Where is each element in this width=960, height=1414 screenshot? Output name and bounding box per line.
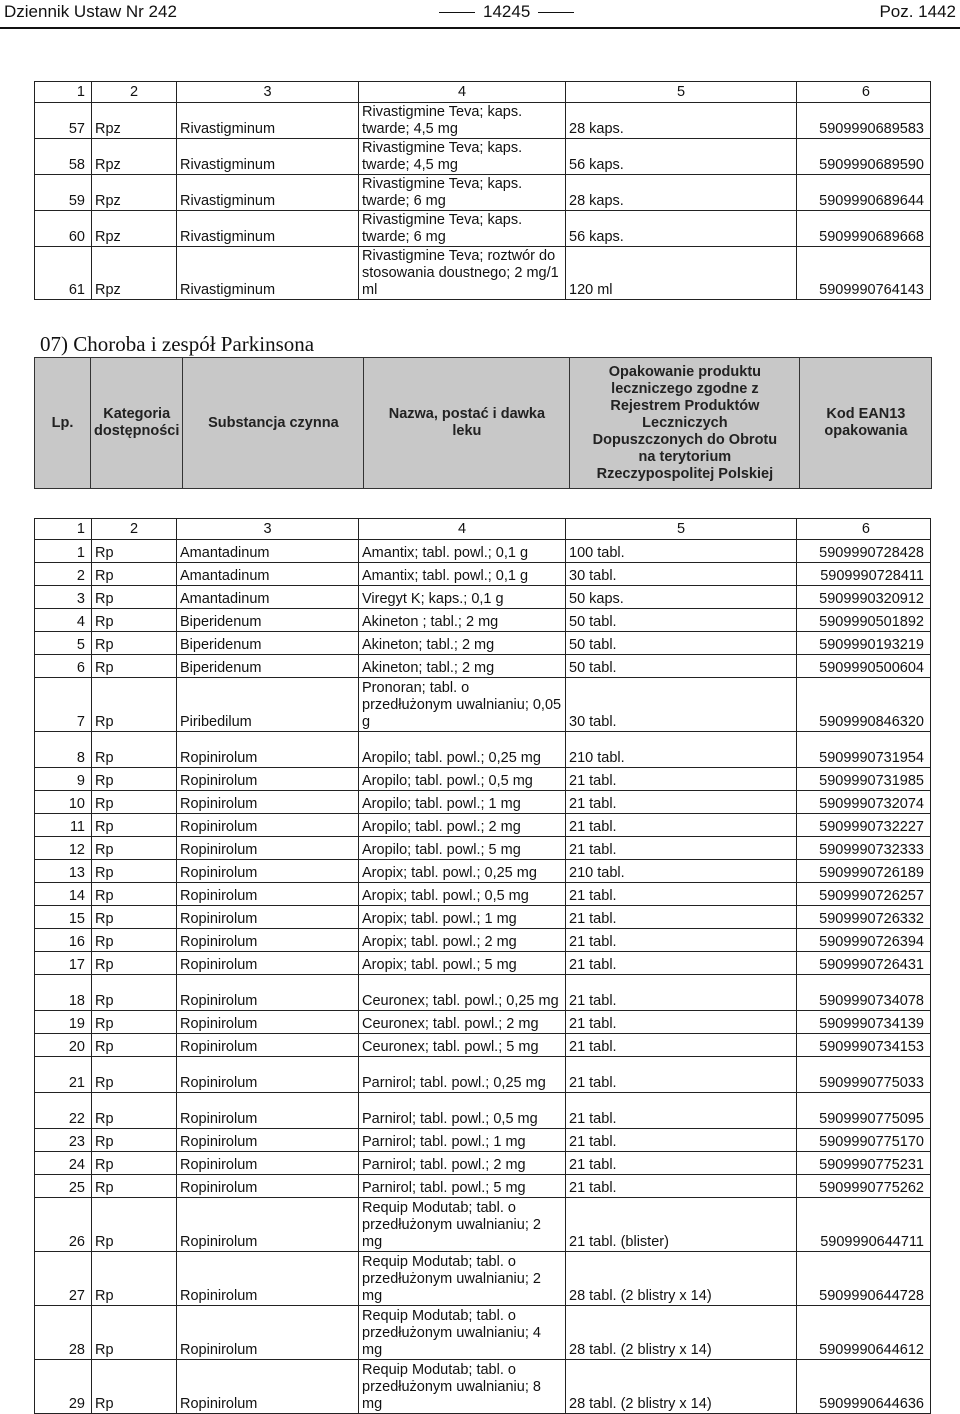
lp-cell: 26 [35, 1198, 92, 1252]
lp-cell: 20 [35, 1034, 92, 1057]
category-cell: Rp [92, 952, 177, 975]
package-cell: 21 tabl. [566, 929, 797, 952]
package-cell: 21 tabl. [566, 883, 797, 906]
table-row [35, 1175, 931, 1198]
header-nazwa: Nazwa, postać i dawka leku [364, 358, 570, 489]
category-cell: Rp [92, 678, 177, 732]
name-cell: Aropix; tabl. powl.; 0,5 mg [359, 883, 566, 906]
column-number: 1 [35, 519, 92, 540]
package-cell: 120 ml [566, 247, 797, 300]
ean-cell: 5909990732227 [797, 814, 931, 837]
substance-cell: Ropinirolum [177, 791, 359, 814]
lp-cell: 57 [35, 103, 92, 139]
table-row [35, 1306, 931, 1360]
substance-cell: Ropinirolum [177, 1011, 359, 1034]
lp-cell: 58 [35, 139, 92, 175]
column-number: 1 [35, 82, 92, 103]
table-row [35, 952, 931, 975]
table-row [35, 768, 931, 791]
ean-cell: 5909990726394 [797, 929, 931, 952]
lp-cell: 8 [35, 732, 92, 768]
name-cell: Parnirol; tabl. powl.; 1 mg [359, 1129, 566, 1152]
table-row [35, 247, 931, 300]
package-cell: 50 tabl. [566, 609, 797, 632]
substance-cell: Ropinirolum [177, 952, 359, 975]
substance-cell: Biperidenum [177, 655, 359, 678]
table-row [35, 1093, 931, 1129]
table-row [35, 1129, 931, 1152]
table-row [35, 929, 931, 952]
lp-cell: 28 [35, 1306, 92, 1360]
lp-cell: 3 [35, 586, 92, 609]
name-cell: Requip Modutab; tabl. o przedłużonym uwalnianiu; 4 mg [359, 1306, 566, 1360]
package-cell: 28 tabl. (2 blistry x 14) [566, 1306, 797, 1360]
package-cell: 21 tabl. [566, 837, 797, 860]
ean-cell: 5909990689590 [797, 139, 931, 175]
table-row [35, 1360, 931, 1414]
name-cell: Rivastigmine Teva; roztwór do stosowania doustnego; 2 mg/1 ml [359, 247, 566, 300]
ean-cell: 5909990775095 [797, 1093, 931, 1129]
package-cell: 21 tabl. [566, 1175, 797, 1198]
name-cell: Aropilo; tabl. powl.; 1 mg [359, 791, 566, 814]
ean-cell: 5909990775033 [797, 1057, 931, 1093]
table-row [35, 883, 931, 906]
name-cell: Rivastigmine Teva; kaps. twarde; 4,5 mg [359, 139, 566, 175]
package-cell: 21 tabl. [566, 1152, 797, 1175]
name-cell: Aropix; tabl. powl.; 0,25 mg [359, 860, 566, 883]
substance-cell: Rivastigminum [177, 139, 359, 175]
column-header-row [35, 358, 932, 489]
ean-cell: 5909990775262 [797, 1175, 931, 1198]
substance-cell: Biperidenum [177, 609, 359, 632]
lp-cell: 60 [35, 211, 92, 247]
category-cell: Rp [92, 975, 177, 1011]
table-row [35, 1252, 931, 1306]
name-cell: Parnirol; tabl. powl.; 5 mg [359, 1175, 566, 1198]
lp-cell: 59 [35, 175, 92, 211]
category-cell: Rp [92, 1129, 177, 1152]
ean-cell: 5909990734078 [797, 975, 931, 1011]
substance-cell: Ropinirolum [177, 814, 359, 837]
package-cell: 21 tabl. [566, 952, 797, 975]
category-cell: Rpz [92, 175, 177, 211]
lp-cell: 1 [35, 540, 92, 563]
ean-cell: 5909990731954 [797, 732, 931, 768]
lp-cell: 11 [35, 814, 92, 837]
package-cell: 21 tabl. [566, 814, 797, 837]
substance-cell: Ropinirolum [177, 1306, 359, 1360]
lp-cell: 22 [35, 1093, 92, 1129]
column-number: 6 [797, 519, 931, 540]
lp-cell: 19 [35, 1011, 92, 1034]
category-cell: Rp [92, 791, 177, 814]
table-row [35, 540, 931, 563]
package-cell: 50 kaps. [566, 586, 797, 609]
package-cell: 30 tabl. [566, 563, 797, 586]
table-row [35, 139, 931, 175]
category-cell: Rp [92, 860, 177, 883]
package-cell: 21 tabl. (blister) [566, 1198, 797, 1252]
lp-cell: 29 [35, 1360, 92, 1414]
substance-cell: Ropinirolum [177, 1093, 359, 1129]
category-cell: Rp [92, 540, 177, 563]
name-cell: Akineton ; tabl.; 2 mg [359, 609, 566, 632]
ean-cell: 5909990732333 [797, 837, 931, 860]
ean-cell: 5909990500604 [797, 655, 931, 678]
lp-cell: 12 [35, 837, 92, 860]
category-cell: Rp [92, 1093, 177, 1129]
table-row [35, 211, 931, 247]
name-cell: Amantix; tabl. powl.; 0,1 g [359, 540, 566, 563]
table-row [35, 1152, 931, 1175]
category-cell: Rp [92, 632, 177, 655]
substance-cell: Ropinirolum [177, 1129, 359, 1152]
name-cell: Pronoran; tabl. o przedłużonym uwalnianiu; 0,05 g [359, 678, 566, 732]
column-number: 3 [177, 82, 359, 103]
name-cell: Parnirol; tabl. powl.; 0,25 mg [359, 1057, 566, 1093]
category-cell: Rp [92, 563, 177, 586]
package-cell: 28 kaps. [566, 103, 797, 139]
category-cell: Rp [92, 609, 177, 632]
table-row [35, 632, 931, 655]
package-cell: 21 tabl. [566, 768, 797, 791]
name-cell: Viregyt K; kaps.; 0,1 g [359, 586, 566, 609]
page-header [0, 0, 960, 26]
package-cell: 210 tabl. [566, 860, 797, 883]
name-cell: Akineton; tabl.; 2 mg [359, 632, 566, 655]
header-opakowanie: Opakowanie produktu leczniczego zgodne z Rejestrem Produktów Leczniczych Dopuszczonych do Obrotu na terytorium Rzeczypospolitej Polskiej [570, 358, 800, 489]
substance-cell: Ropinirolum [177, 883, 359, 906]
ean-cell: 5909990846320 [797, 678, 931, 732]
package-cell: 30 tabl. [566, 678, 797, 732]
name-cell: Ceuronex; tabl. powl.; 5 mg [359, 1034, 566, 1057]
category-cell: Rp [92, 1152, 177, 1175]
ean-cell: 5909990732074 [797, 791, 931, 814]
package-cell: 21 tabl. [566, 791, 797, 814]
name-cell: Aropix; tabl. powl.; 1 mg [359, 906, 566, 929]
category-cell: Rp [92, 1011, 177, 1034]
substance-cell: Ropinirolum [177, 929, 359, 952]
substance-cell: Biperidenum [177, 632, 359, 655]
name-cell: Requip Modutab; tabl. o przedłużonym uwalnianiu; 2 mg [359, 1198, 566, 1252]
category-cell: Rp [92, 1057, 177, 1093]
column-number-row [35, 82, 931, 103]
category-cell: Rp [92, 1360, 177, 1414]
ean-cell: 5909990764143 [797, 247, 931, 300]
substance-cell: Ropinirolum [177, 768, 359, 791]
table-row [35, 860, 931, 883]
column-number: 5 [566, 82, 797, 103]
package-cell: 210 tabl. [566, 732, 797, 768]
lp-cell: 16 [35, 929, 92, 952]
lp-cell: 61 [35, 247, 92, 300]
package-cell: 21 tabl. [566, 975, 797, 1011]
category-cell: Rp [92, 1306, 177, 1360]
table-row [35, 814, 931, 837]
ean-cell: 5909990320912 [797, 586, 931, 609]
lp-cell: 18 [35, 975, 92, 1011]
page-number [431, 2, 582, 22]
table-row [35, 1011, 931, 1034]
name-cell: Amantix; tabl. powl.; 0,1 g [359, 563, 566, 586]
column-number: 5 [566, 519, 797, 540]
name-cell: Aropilo; tabl. powl.; 5 mg [359, 837, 566, 860]
package-cell: 50 tabl. [566, 632, 797, 655]
package-cell: 28 tabl. (2 blistry x 14) [566, 1360, 797, 1414]
table-row [35, 563, 931, 586]
package-cell: 50 tabl. [566, 655, 797, 678]
substance-cell: Ropinirolum [177, 1252, 359, 1306]
category-cell: Rpz [92, 211, 177, 247]
ean-cell: 5909990726332 [797, 906, 931, 929]
name-cell: Akineton; tabl.; 2 mg [359, 655, 566, 678]
table-row [35, 1034, 931, 1057]
column-number: 4 [359, 82, 566, 103]
header-ean: Kod EAN13 opakowania [800, 358, 932, 489]
table-row [35, 586, 931, 609]
name-cell: Parnirol; tabl. powl.; 2 mg [359, 1152, 566, 1175]
lp-cell: 17 [35, 952, 92, 975]
lp-cell: 4 [35, 609, 92, 632]
parkinson-table [34, 518, 931, 1414]
table-row [35, 678, 931, 732]
substance-cell: Amantadinum [177, 540, 359, 563]
package-cell: 21 tabl. [566, 906, 797, 929]
journal-title: Dziennik Ustaw Nr 242 [4, 2, 177, 21]
column-number: 6 [797, 82, 931, 103]
package-cell: 21 tabl. [566, 1057, 797, 1093]
column-header-table [34, 357, 932, 489]
category-cell: Rp [92, 1034, 177, 1057]
package-cell: 56 kaps. [566, 211, 797, 247]
category-cell: Rp [92, 655, 177, 678]
name-cell: Aropilo; tabl. powl.; 2 mg [359, 814, 566, 837]
ean-cell: 5909990734153 [797, 1034, 931, 1057]
ean-cell: 5909990689583 [797, 103, 931, 139]
table-row [35, 103, 931, 139]
ean-cell: 5909990734139 [797, 1011, 931, 1034]
substance-cell: Ropinirolum [177, 1034, 359, 1057]
lp-cell: 25 [35, 1175, 92, 1198]
section-title: 07) Choroba i zespół Parkinsona [40, 332, 315, 356]
table-row [35, 609, 931, 632]
substance-cell: Ropinirolum [177, 1152, 359, 1175]
ean-cell: 5909990644711 [797, 1198, 931, 1252]
substance-cell: Ropinirolum [177, 837, 359, 860]
lp-cell: 2 [35, 563, 92, 586]
ean-cell: 5909990775170 [797, 1129, 931, 1152]
name-cell: Aropilo; tabl. powl.; 0,5 mg [359, 768, 566, 791]
package-cell: 21 tabl. [566, 1093, 797, 1129]
column-number: 4 [359, 519, 566, 540]
rivastigmine-table [34, 81, 931, 300]
substance-cell: Amantadinum [177, 586, 359, 609]
ean-cell: 5909990728411 [797, 563, 931, 586]
category-cell: Rp [92, 768, 177, 791]
substance-cell: Rivastigminum [177, 211, 359, 247]
category-cell: Rp [92, 929, 177, 952]
package-cell: 56 kaps. [566, 139, 797, 175]
substance-cell: Piribedilum [177, 678, 359, 732]
substance-cell: Ropinirolum [177, 1360, 359, 1414]
table-row [35, 791, 931, 814]
category-cell: Rp [92, 732, 177, 768]
substance-cell: Rivastigminum [177, 247, 359, 300]
name-cell: Ceuronex; tabl. powl.; 0,25 mg [359, 975, 566, 1011]
package-cell: 21 tabl. [566, 1011, 797, 1034]
column-number: 2 [92, 519, 177, 540]
ean-cell: 5909990644636 [797, 1360, 931, 1414]
lp-cell: 14 [35, 883, 92, 906]
ean-cell: 5909990726431 [797, 952, 931, 975]
ean-cell: 5909990728428 [797, 540, 931, 563]
ean-cell: 5909990775231 [797, 1152, 931, 1175]
table-row [35, 975, 931, 1011]
category-cell: Rp [92, 586, 177, 609]
lp-cell: 6 [35, 655, 92, 678]
package-cell: 100 tabl. [566, 540, 797, 563]
header-substancja: Substancja czynna [183, 358, 364, 489]
substance-cell: Ropinirolum [177, 732, 359, 768]
lp-cell: 5 [35, 632, 92, 655]
table-row [35, 655, 931, 678]
table-row [35, 732, 931, 768]
column-number: 3 [177, 519, 359, 540]
name-cell: Requip Modutab; tabl. o przedłużonym uwalnianiu; 2 mg [359, 1252, 566, 1306]
name-cell: Aropix; tabl. powl.; 2 mg [359, 929, 566, 952]
name-cell: Requip Modutab; tabl. o przedłużonym uwalnianiu; 8 mg [359, 1360, 566, 1414]
package-cell: 21 tabl. [566, 1034, 797, 1057]
ean-cell: 5909990501892 [797, 609, 931, 632]
substance-cell: Ropinirolum [177, 1198, 359, 1252]
category-cell: Rp [92, 906, 177, 929]
lp-cell: 13 [35, 860, 92, 883]
package-cell: 28 tabl. (2 blistry x 14) [566, 1252, 797, 1306]
lp-cell: 9 [35, 768, 92, 791]
table-row [35, 837, 931, 860]
lp-cell: 24 [35, 1152, 92, 1175]
substance-cell: Ropinirolum [177, 860, 359, 883]
substance-cell: Amantadinum [177, 563, 359, 586]
category-cell: Rp [92, 814, 177, 837]
column-number: 2 [92, 82, 177, 103]
substance-cell: Ropinirolum [177, 1057, 359, 1093]
ean-cell: 5909990193219 [797, 632, 931, 655]
name-cell: Aropix; tabl. powl.; 5 mg [359, 952, 566, 975]
lp-cell: 23 [35, 1129, 92, 1152]
column-number-row [35, 519, 931, 540]
table-row [35, 906, 931, 929]
ean-cell: 5909990726189 [797, 860, 931, 883]
ean-cell: 5909990644728 [797, 1252, 931, 1306]
name-cell: Parnirol; tabl. powl.; 0,5 mg [359, 1093, 566, 1129]
category-cell: Rp [92, 1198, 177, 1252]
category-cell: Rp [92, 883, 177, 906]
ean-cell: 5909990689668 [797, 211, 931, 247]
substance-cell: Ropinirolum [177, 1175, 359, 1198]
category-cell: Rpz [92, 139, 177, 175]
table-row [35, 1198, 931, 1252]
package-cell: 28 kaps. [566, 175, 797, 211]
category-cell: Rpz [92, 247, 177, 300]
substance-cell: Rivastigminum [177, 175, 359, 211]
category-cell: Rpz [92, 103, 177, 139]
substance-cell: Ropinirolum [177, 975, 359, 1011]
substance-cell: Ropinirolum [177, 906, 359, 929]
header-kategoria: Kategoria dostępności [91, 358, 183, 489]
ean-cell: 5909990726257 [797, 883, 931, 906]
header-rule [0, 27, 960, 29]
lp-cell: 7 [35, 678, 92, 732]
position-label: Poz. 1442 [879, 2, 956, 21]
category-cell: Rp [92, 1252, 177, 1306]
lp-cell: 27 [35, 1252, 92, 1306]
category-cell: Rp [92, 1175, 177, 1198]
name-cell: Rivastigmine Teva; kaps. twarde; 6 mg [359, 211, 566, 247]
name-cell: Aropilo; tabl. powl.; 0,25 mg [359, 732, 566, 768]
table-row [35, 175, 931, 211]
category-cell: Rp [92, 837, 177, 860]
ean-cell: 5909990689644 [797, 175, 931, 211]
table-row [35, 1057, 931, 1093]
name-cell: Rivastigmine Teva; kaps. twarde; 6 mg [359, 175, 566, 211]
package-cell: 21 tabl. [566, 1129, 797, 1152]
ean-cell: 5909990644612 [797, 1306, 931, 1360]
lp-cell: 15 [35, 906, 92, 929]
name-cell: Ceuronex; tabl. powl.; 2 mg [359, 1011, 566, 1034]
page-number-text: 14245 [483, 2, 531, 21]
substance-cell: Rivastigminum [177, 103, 359, 139]
header-lp: Lp. [35, 358, 91, 489]
lp-cell: 21 [35, 1057, 92, 1093]
ean-cell: 5909990731985 [797, 768, 931, 791]
name-cell: Rivastigmine Teva; kaps. twarde; 4,5 mg [359, 103, 566, 139]
lp-cell: 10 [35, 791, 92, 814]
